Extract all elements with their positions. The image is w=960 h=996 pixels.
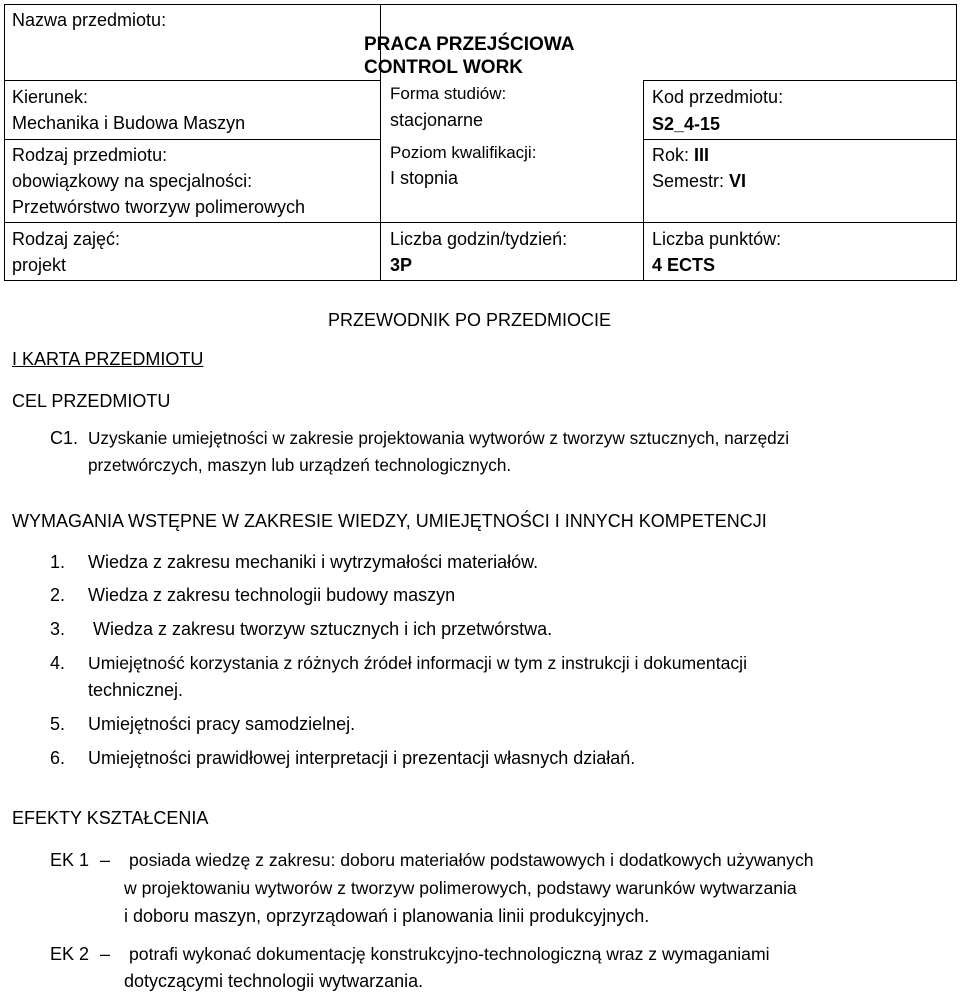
punkty-label: Liczba punktów: [652, 229, 782, 249]
list-item-text: Umiejętności prawidłowej interpretacji i prezentacji własnych działań. [88, 748, 636, 768]
list-item-text: Wiedza z zakresu tworzyw sztucznych i ich przetwórstwa. [88, 619, 553, 639]
list-item-number: 1. [50, 552, 66, 572]
wymagania-heading: WYMAGANIA WSTĘPNE W ZAKRESIE WIEDZY, UMIEJĘTNOŚCI I INNYCH KOMPETENCJI [12, 511, 767, 531]
forma-label: Forma studiów: [390, 84, 507, 103]
kod-label: Kod przedmiotu: [652, 87, 784, 107]
semestr-label: Semestr: [652, 171, 730, 191]
godziny-value: 3P [390, 255, 413, 275]
course-title-en: CONTROL WORK [364, 57, 524, 78]
list-item-text-cont: technicznej. [88, 680, 184, 700]
course-title: PRACA PRZEJŚCIOWA [364, 34, 575, 55]
list-item-number: 6. [50, 748, 66, 768]
efekt-text-cont: i doboru maszyn, oprzyrządowań i planowania linii produkcyjnych. [124, 906, 650, 926]
rodzaj-przedmiotu-label: Rodzaj przedmiotu: [12, 145, 168, 165]
karta-heading: I KARTA PRZEDMIOTU [12, 349, 204, 369]
list-item-number: 2. [50, 585, 66, 605]
efekt-dash: – [100, 850, 111, 870]
list-item-number: 4. [50, 653, 66, 673]
efekt-label: EK 1 [50, 850, 90, 870]
poziom-value: I stopnia [390, 168, 459, 188]
rok-field [652, 141, 709, 169]
rok-label: Rok: [652, 145, 695, 165]
c1-label: C1. [50, 428, 79, 448]
efekt-text-cont: dotyczącymi technologii wytwarzania. [124, 971, 424, 991]
specjalnosc-value: Przetwórstwo tworzyw polimerowych [12, 197, 306, 217]
list-item-text: Wiedza z zakresu mechaniki i wytrzymałości materiałów. [88, 552, 539, 572]
rodzaj-zajec-label: Rodzaj zajęć: [12, 229, 121, 249]
c1-text-line1: Uzyskanie umiejętności w zakresie projektowania wytworów z tworzyw sztucznych, narzędzi [88, 428, 790, 448]
forma-value: stacjonarne [390, 110, 484, 130]
list-item-text: Umiejętność korzystania z różnych źródeł informacji w tym z instrukcji i dokumentacji [88, 653, 748, 673]
list-item-text: Wiedza z zakresu technologii budowy maszyn [88, 585, 456, 605]
efekt-text: potrafi wykonać dokumentację konstrukcyjno-technologiczną wraz z wymaganiami [129, 944, 770, 964]
c1-text-line2: przetwórczych, maszyn lub urządzeń technologicznych. [88, 455, 512, 475]
poziom-label: Poziom kwalifikacji: [390, 143, 537, 162]
list-item-text: Umiejętności pracy samodzielnej. [88, 714, 356, 734]
rok-value: III [694, 145, 710, 165]
efekt-text-cont: w projektowaniu wytworów z tworzyw polimerowych, podstawy warunków wytwarzania [124, 878, 797, 898]
rodzaj-zajec-value: projekt [12, 255, 67, 275]
kierunek-value: Mechanika i Budowa Maszyn [12, 113, 246, 133]
efekt-dash: – [100, 944, 111, 964]
efekt-label: EK 2 [50, 944, 90, 964]
list-item-number: 5. [50, 714, 66, 734]
list-item-number: 3. [50, 619, 66, 639]
kod-value: S2_4-15 [652, 114, 721, 134]
efekty-heading: EFEKTY KSZTAŁCENIA [12, 808, 209, 828]
nazwa-label: Nazwa przedmiotu: [12, 10, 167, 30]
semestr-value: VI [729, 171, 747, 191]
cel-heading: CEL PRZEDMIOTU [12, 391, 171, 411]
guide-title: PRZEWODNIK PO PRZEDMIOCIE [328, 310, 612, 330]
godziny-label: Liczba godzin/tydzień: [390, 229, 568, 249]
rodzaj-przedmiotu-value: obowiązkowy na specjalności: [12, 171, 253, 191]
semestr-field [652, 167, 746, 195]
punkty-value: 4 ECTS [652, 255, 716, 275]
kierunek-label: Kierunek: [12, 87, 89, 107]
efekt-text: posiada wiedzę z zakresu: doboru materiałów podstawowych i dodatkowych używanych [129, 850, 814, 870]
